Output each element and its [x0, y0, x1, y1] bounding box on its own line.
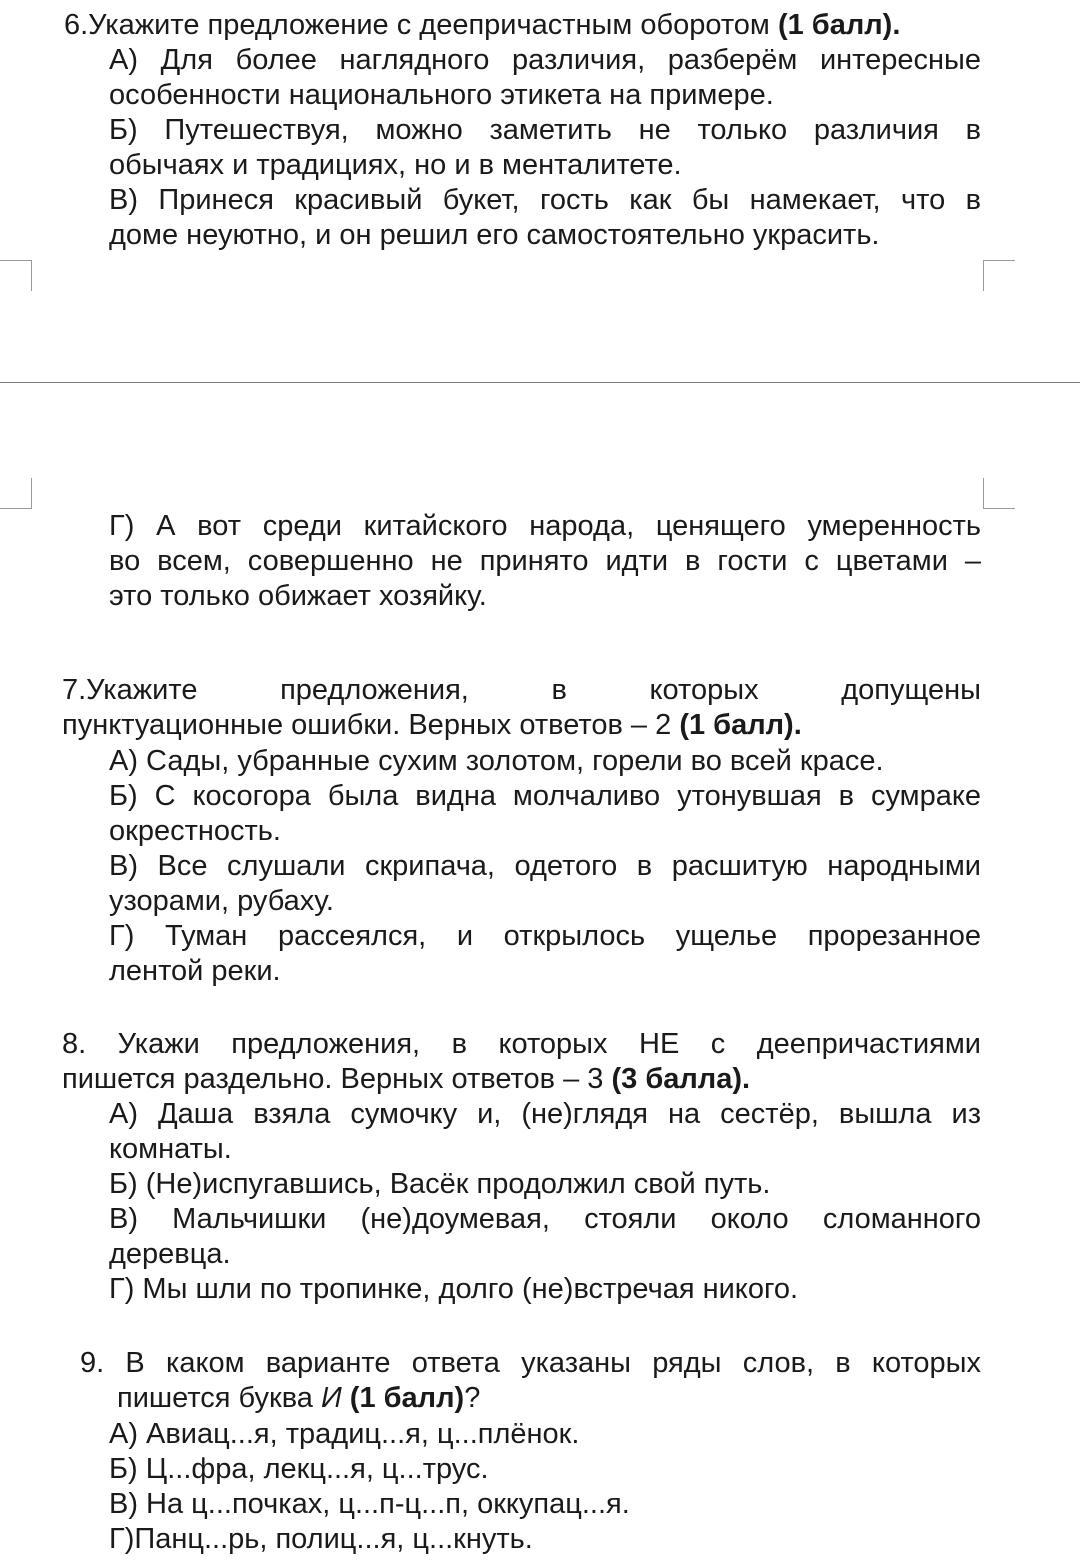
question-9-title-line-1: 9. В каком варианте ответа указаны ряды слов, в которых [80, 1347, 981, 1379]
page-corner-top-left [0, 260, 32, 291]
question-9-qmark: ? [464, 1382, 481, 1414]
option-7d-line-1: Г) Туман рассеялся, и открылось ущелье прорезанное [109, 920, 981, 952]
page-corner-top-right [983, 260, 1015, 291]
page-break-divider [0, 382, 1080, 383]
question-8-title-line-1: 8. Укажи предложения, в которых НЕ с деепричастиями [62, 1028, 981, 1060]
question-9-title-line-2 [80, 1381, 981, 1416]
page-corner-bottom-left [0, 478, 32, 509]
option-9c: В) На ц...почках, ц...п-ц...п, оккупац...я. [109, 1488, 630, 1520]
option-6c [109, 183, 981, 253]
question-9-points: (1 балл) [349, 1382, 465, 1414]
option-8c-line-1: В) Мальчишки (не)доумевая, стояли около сломанного [109, 1203, 981, 1235]
option-8b-line-1: Б) (Не)испугавшись, Васёк продолжил свой путь. [109, 1168, 771, 1200]
option-8a [109, 1097, 981, 1167]
option-8d [109, 1272, 981, 1307]
option-6d-line-3: это только обижает хозяйку. [109, 580, 487, 612]
option-6d-line-2: во всем, совершенно не принято идти в гости с цветами – [109, 545, 981, 577]
option-6a-line-1: А) Для более наглядного различия, разберём интересные [109, 44, 981, 76]
option-6a-line-2: особенности национального этикета на примере. [109, 79, 774, 111]
option-7a-line-1: А) Сады, убранные сухим золотом, горели во всей красе. [109, 745, 884, 777]
question-9-letter: И [320, 1382, 342, 1414]
question-8-points: (3 балла). [611, 1063, 751, 1095]
option-9d: Г)Панц...рь, полиц...я, ц...кнуть. [109, 1523, 533, 1555]
option-6b [109, 113, 981, 183]
option-8a-line-2: комнаты. [109, 1133, 232, 1165]
option-9a: А) Авиац...я, традиц...я, ц...плёнок. [109, 1418, 580, 1450]
option-7a [109, 744, 981, 779]
option-8c-line-2: деревца. [109, 1238, 231, 1270]
question-6-title [64, 8, 980, 43]
option-6b-line-2: обычаях и традициях, но и в менталитете. [109, 149, 682, 181]
question-7 [62, 673, 981, 743]
question-6-options [109, 43, 981, 253]
option-9b: Б) Ц...фра, лекц...я, ц...трус. [109, 1453, 489, 1485]
option-8c [109, 1202, 981, 1272]
question-8 [62, 1027, 981, 1097]
option-7d [109, 919, 981, 989]
option-6a [109, 43, 981, 113]
question-8-options [109, 1097, 981, 1307]
question-7-title-line-2 [62, 708, 981, 743]
option-7b-line-2: окрестность. [109, 815, 281, 847]
option-7b-line-1: Б) С косогора была видна молчаливо утонувшая в сумраке [109, 780, 981, 812]
question-7-title-text: пунктуационные ошибки. Верных ответов – 2 [62, 709, 672, 741]
question-6 [64, 8, 980, 43]
question-6-points: (1 балл). [777, 9, 901, 41]
option-8b [109, 1167, 981, 1202]
option-7c [109, 849, 981, 919]
option-6d-line-1: Г) А вот среди китайского народа, ценящего умеренность [109, 510, 981, 542]
question-7-points: (1 балл). [679, 709, 802, 741]
question-6-title-text: 6.Укажите предложение с деепричастным оборотом [64, 9, 770, 41]
option-7c-line-2: узорами, рубаху. [109, 885, 334, 917]
question-9-options [109, 1417, 981, 1557]
option-6c-line-1: В) Принеся красивый букет, гость как бы намекает, что в [109, 184, 981, 216]
question-8-title-line-2 [62, 1062, 981, 1097]
question-8-title-text: пишется раздельно. Верных ответов – 3 [62, 1063, 604, 1095]
option-7d-line-2: лентой реки. [109, 955, 281, 987]
question-7-title-line-1: 7.Укажите предложения, в которых допущены [62, 674, 981, 706]
question-7-options [109, 744, 981, 989]
question-9-title-text: пишется буква [117, 1382, 313, 1414]
option-8a-line-1: А) Даша взяла сумочку и, (не)глядя на сестёр, вышла из [109, 1098, 981, 1130]
question-9 [80, 1346, 981, 1416]
option-7c-line-1: В) Все слушали скрипача, одетого в расшитую народными [109, 850, 981, 882]
option-8d-line-1: Г) Мы шли по тропинке, долго (не)встречая никого. [109, 1273, 799, 1305]
option-6b-line-1: Б) Путешествуя, можно заметить не только различия в [109, 114, 981, 146]
page-corner-bottom-right [983, 478, 1015, 509]
option-7b [109, 779, 981, 849]
option-6d [109, 509, 981, 614]
option-6c-line-2: доме неуютно, и он решил его самостоятельно украсить. [109, 219, 880, 251]
